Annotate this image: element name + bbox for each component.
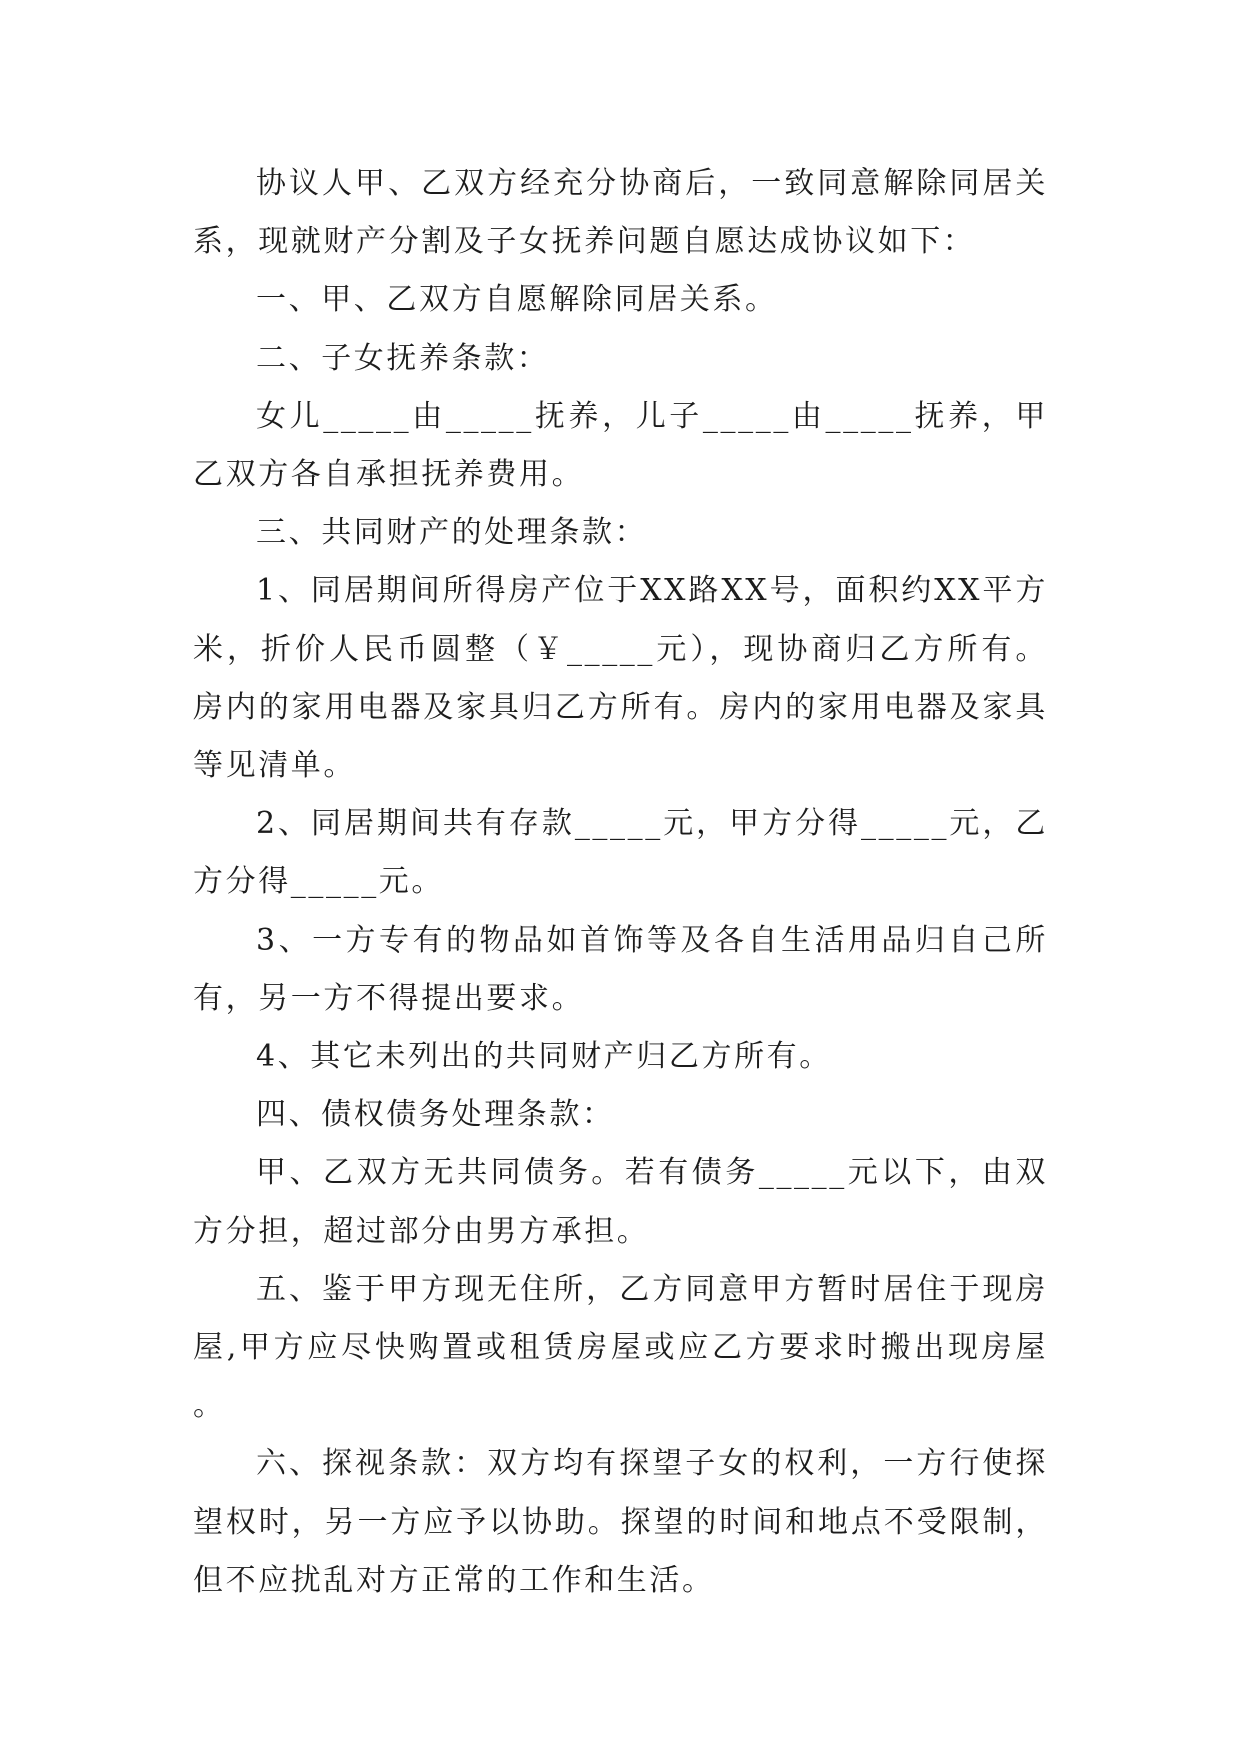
paragraph-clause-3-item-2: 2、同居期间共有存款_____元，甲方分得_____元，乙方分得_____元。	[193, 806, 1048, 900]
paragraph-clause-2-heading: 二、子女抚养条款：	[256, 340, 550, 376]
paragraph-clause-3-item-1: 1、同居期间所得房产位于XX路XX号，面积约XX平方米，折价人民币圆整（￥_____元），现协商归乙方所有。房内的家用电器及家具归乙方所有。房内的家用电器及家具等见清单。	[193, 573, 1048, 784]
paragraph-clause-4-heading: 四、债权债务处理条款：	[256, 1097, 615, 1133]
paragraph-clause-3-heading: 三、共同财产的处理条款：	[256, 515, 648, 551]
paragraph-clause-4-body: 甲、乙双方无共同债务。若有债务_____元以下，由双方分担，超过部分由男方承担。	[193, 1155, 1048, 1249]
paragraph-clause-2-body: 女儿_____由_____抚养，儿子_____由_____抚养，甲乙双方各自承担抚养费用。	[193, 398, 1048, 493]
paragraph-clause-3-item-3: 3、一方专有的物品如首饰等及各自生活用品归自己所有，另一方不得提出要求。	[193, 922, 1048, 1016]
paragraph-clause-6: 六、探视条款：双方均有探望子女的权利，一方行使探望权时，另一方应予以协助。探望的时间和地点不受限制，但不应扰乱对方正常的工作和生活。	[193, 1446, 1048, 1598]
paragraph-clause-1: 一、甲、乙双方自愿解除同居关系。	[256, 282, 778, 318]
paragraph-clause-3-item-4: 4、其它未列出的共同财产归乙方所有。	[256, 1039, 832, 1075]
document-body	[193, 155, 1048, 1610]
paragraph-clause-5: 五、鉴于甲方现无住所，乙方同意甲方暂时居住于现房屋,甲方应尽快购置或租赁房屋或应乙方要求时搬出现房屋。	[193, 1271, 1048, 1424]
paragraph-intro: 协议人甲、乙双方经充分协商后，一致同意解除同居关系，现就财产分割及子女抚养问题自愿达成协议如下：	[193, 166, 1048, 260]
